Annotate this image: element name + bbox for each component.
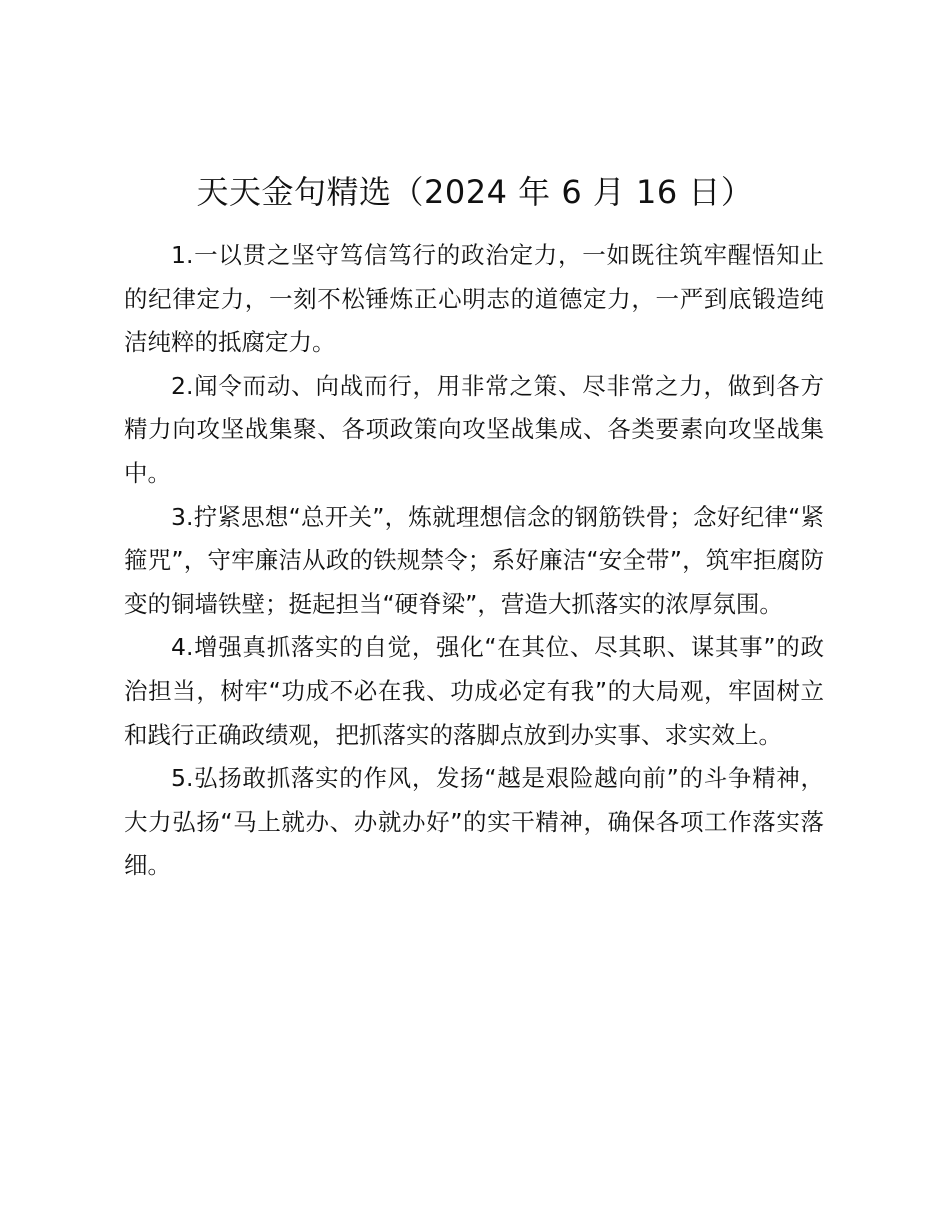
paragraph-2: 2.闻令而动、向战而行，用非常之策、尽非常之力，做到各方精力向攻坚战集聚、各项政策向攻坚战集成、各类要素向攻坚战集中。 <box>124 371 824 487</box>
paragraph-4: 4.增强真抓落实的自觉，强化“在其位、尽其职、谋其事”的政治担当，树牢“功成不必在我、功成必定有我”的大局观，牢固树立和践行正确政绩观，把抓落实的落脚点放到办实事、求实效上。 <box>124 633 824 749</box>
paragraph-1: 1.一以贯之坚守笃信笃行的政治定力，一如既往筑牢醒悟知止的纪律定力，一刻不松锤炼正心明志的道德定力，一严到底锻造纯洁纯粹的抵腐定力。 <box>124 241 824 357</box>
document-title: 天天金句精选（2024 年 6 月 16 日） <box>196 173 754 211</box>
document-body <box>124 234 824 888</box>
paragraph-5: 5.弘扬敢抓落实的作风，发扬“越是艰险越向前”的斗争精神，大力弘扬“马上就办、办就办好”的实干精神，确保各项工作落实落细。 <box>124 764 824 880</box>
paragraph-3: 3.拧紧思想“总开关”，炼就理想信念的钢筋铁骨；念好纪律“紧箍咒”，守牢廉洁从政的铁规禁令；系好廉洁“安全带”，筑牢拒腐防变的铜墙铁壁；挺起担当“硬脊梁”，营造大抓落实的浓厚氛围。 <box>124 502 824 618</box>
